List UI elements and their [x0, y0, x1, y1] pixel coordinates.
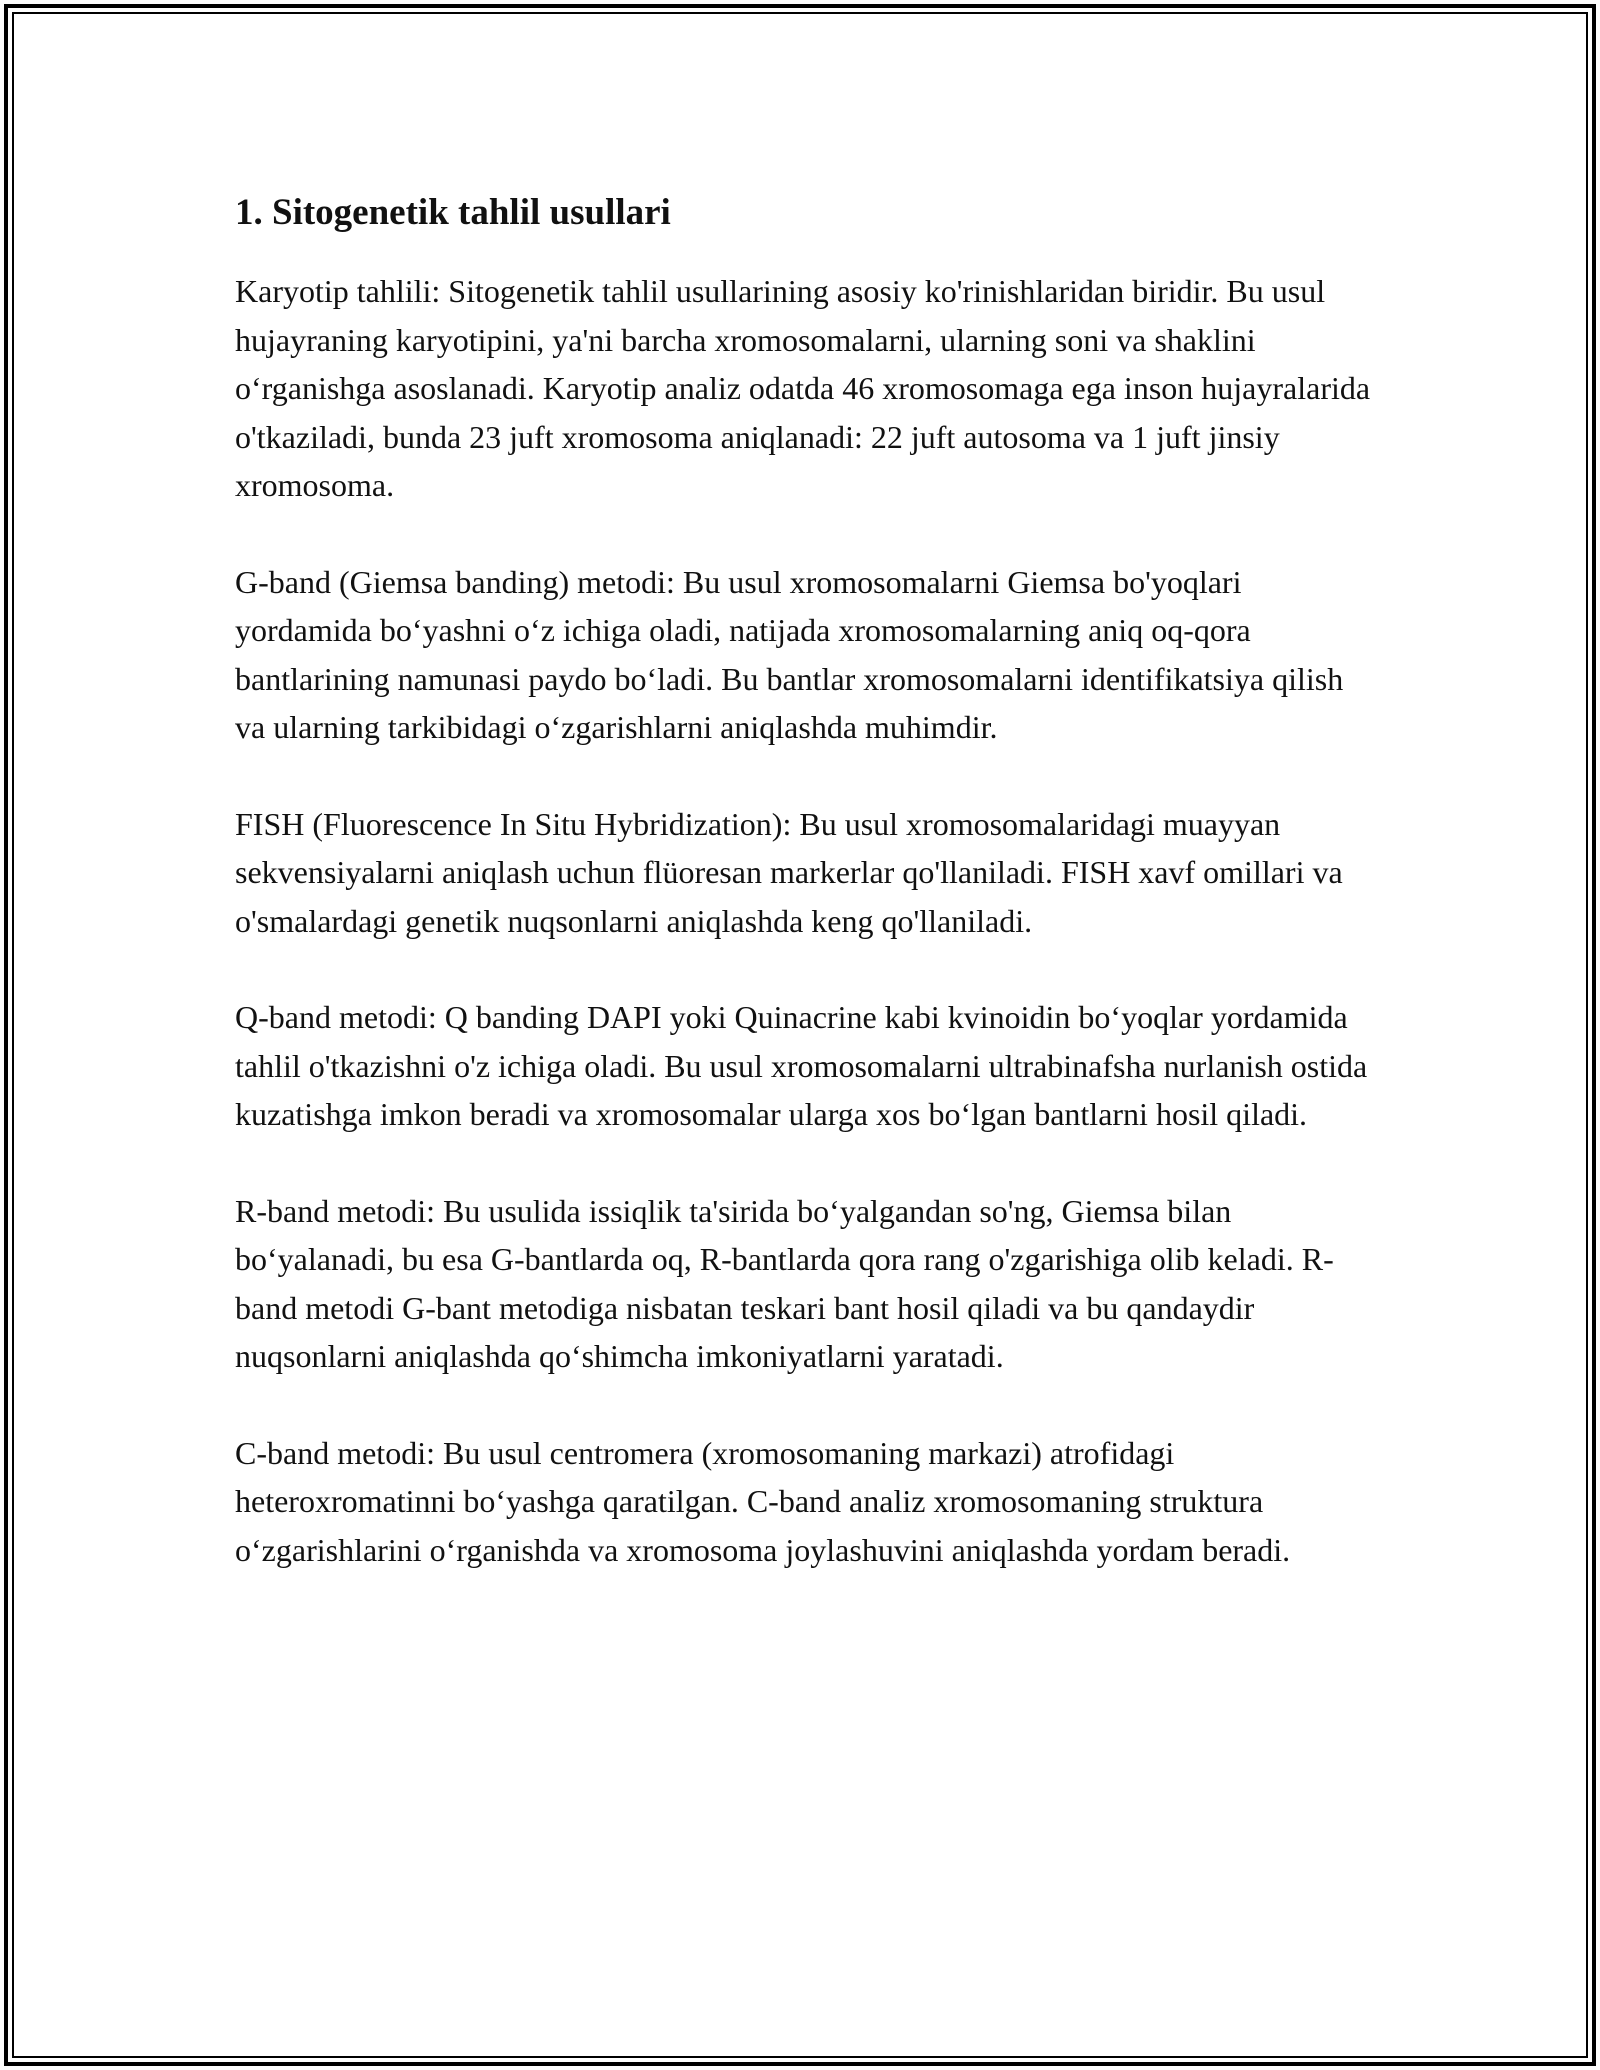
paragraph-r-band: R-band metodi: Bu usulida issiqlik ta'sirida bo‘yalgandan so'ng, Giemsa bilan bo‘yalanadi, bu esa G-bantlarda oq, R-bantlarda qora rang o'zgarishiga olib keladi. R-band metodi G-bant metodiga nisbatan teskari bant hosil qiladi va bu qandaydir nuqsonlarni aniqlashda qo‘shimcha imkoniyatlarni yaratadi. [235, 1192, 1334, 1374]
paragraph-fish: FISH (Fluorescence In Situ Hybridization): Bu usul xromosomalaridagi muayyan sekvensiyalarni aniqlash uchun flüoresan markerlar qo'llaniladi. FISH xavf omillari va o'smalardagi genetik nuqsonlarni aniqlashda keng qo'llaniladi. [235, 805, 1343, 939]
document-body [235, 185, 1375, 1622]
paragraph-q-band: Q-band metodi: Q banding DAPI yoki Quinacrine kabi kvinoidin bo‘yoqlar yordamida tahlil o'tkazishni o'z ichiga oladi. Bu usul xromosomalarni ultrabinafsha nurlanish ostida kuzatishga imkon beradi va xromosomalar ularga xos bo‘lgan bantlarni hosil qiladi. [235, 999, 1368, 1132]
paragraph-c-band: C-band metodi: Bu usul centromera (xromosomaning markazi) atrofidagi heteroxromatinni bo‘yashga qaratilgan. C-band analiz xromosomaning struktura o‘zgarishlarini o‘rganishda va xromosoma joylashuvini aniqlashda yordam beradi. [235, 1434, 1291, 1568]
section-heading: 1. Sitogenetik tahlil usullari [235, 192, 671, 233]
paragraph-g-band: G-band (Giemsa banding) metodi: Bu usul xromosomalarni Giemsa bo'yoqlari yordamida bo‘yashni o‘z ichiga oladi, natijada xromosomalarning aniq oq-qora bantlarining namunasi paydo bo‘ladi. Bu bantlar xromosomalarni identifikatsiya qilish va ularning tarkibidagi o‘zgarishlarni aniqlashda muhimdir. [235, 563, 1344, 745]
paragraph-karyotype: Karyotip tahlili: Sitogenetik tahlil usullarining asosiy ko'rinishlaridan biridir. Bu usul hujayraning karyotipini, ya'ni barcha xromosomalarni, ularning soni va shaklini o‘rganishga asoslanadi. Karyotip analiz odatda 46 xromosomaga ega inson hujayralarida o'tkaziladi, bunda 23 juft xromosoma aniqlanadi: 22 juft autosoma va 1 juft jinsiy xromosoma. [235, 273, 1371, 503]
